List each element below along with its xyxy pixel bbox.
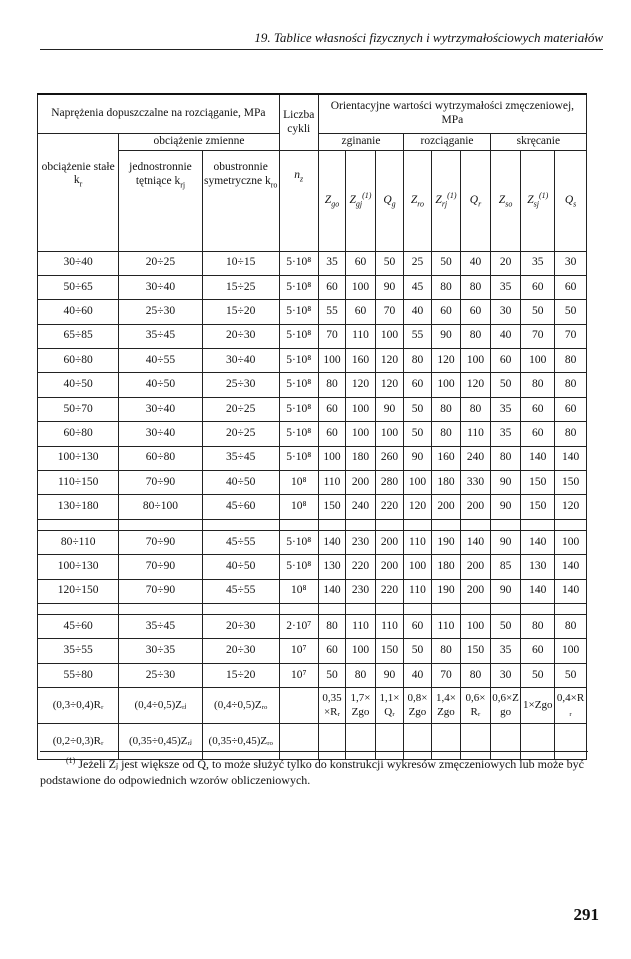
table-cell: 200 bbox=[461, 555, 491, 579]
table-cell: 80 bbox=[431, 422, 461, 446]
table-cell: 120 bbox=[431, 349, 461, 373]
table-cell: 50 bbox=[490, 373, 521, 397]
table-cell: 200 bbox=[431, 495, 461, 519]
table-cell: 200 bbox=[375, 555, 403, 579]
table-cell: 45÷60 bbox=[202, 495, 279, 519]
table-cell: 1,1×Qᵣ bbox=[375, 688, 403, 724]
table-cell: 90 bbox=[490, 471, 521, 495]
table-cell: 5·10⁸ bbox=[279, 446, 318, 470]
table-cell: 2·10⁷ bbox=[279, 614, 318, 638]
table-cell: 30÷40 bbox=[119, 275, 202, 299]
header-liczba-cykli: Liczba cykli bbox=[279, 94, 318, 151]
table-cell: 35 bbox=[490, 422, 521, 446]
table-cell: (0,4÷0,5)Zᵣₒ bbox=[202, 688, 279, 724]
header-zginanie: zginanie bbox=[318, 134, 403, 151]
table-cell: 120÷150 bbox=[38, 579, 119, 603]
table-cell: 45÷60 bbox=[38, 614, 119, 638]
table-cell: 200 bbox=[346, 471, 376, 495]
header-zsj: $Z_{sj}^{(1)}$ bbox=[521, 151, 555, 252]
table-cell: 140 bbox=[318, 579, 345, 603]
table-cell: 70÷90 bbox=[119, 555, 202, 579]
table-cell: 90 bbox=[490, 579, 521, 603]
table-cell: 150 bbox=[521, 471, 555, 495]
table-cell: 40 bbox=[461, 251, 491, 275]
table-cell: 140 bbox=[461, 530, 491, 554]
table-cell: 150 bbox=[461, 639, 491, 663]
table-cell: 110 bbox=[404, 579, 431, 603]
table-cell: 0,8×Zgo bbox=[404, 688, 431, 724]
table-cell: 200 bbox=[461, 579, 491, 603]
table-cell: 35÷55 bbox=[38, 639, 119, 663]
table-row bbox=[38, 349, 587, 373]
table-cell: 25÷30 bbox=[119, 300, 202, 324]
table-cell: 100 bbox=[431, 373, 461, 397]
table-cell: 30 bbox=[490, 300, 521, 324]
table-cell: 15÷25 bbox=[202, 275, 279, 299]
header-nz: $n_z$ bbox=[279, 151, 318, 252]
header-qs: $Q_s$ bbox=[555, 151, 587, 252]
table-cell: 100 bbox=[346, 639, 376, 663]
table-cell: 150 bbox=[521, 495, 555, 519]
table-cell: 20÷25 bbox=[119, 251, 202, 275]
table-cell: 5·10⁸ bbox=[279, 422, 318, 446]
table-cell: 80 bbox=[431, 397, 461, 421]
table-row bbox=[38, 639, 587, 663]
table-cell: 35÷45 bbox=[202, 446, 279, 470]
table-cell: 35 bbox=[490, 397, 521, 421]
table-cell: 100 bbox=[404, 555, 431, 579]
table-cell: 160 bbox=[431, 446, 461, 470]
table-cell: 280 bbox=[375, 471, 403, 495]
table-cell: 60 bbox=[461, 300, 491, 324]
table-cell: 60 bbox=[521, 422, 555, 446]
table-cell: 40÷50 bbox=[38, 373, 119, 397]
table-cell: 80 bbox=[555, 614, 587, 638]
table-cell: 80 bbox=[404, 349, 431, 373]
table-cell: 35 bbox=[490, 275, 521, 299]
table-cell: 80 bbox=[461, 324, 491, 348]
table-cell: 50 bbox=[404, 639, 431, 663]
footnote: $^{(1)}$ Jeżeli Zⱼ jest większe od Q, to może służyć tylko do konstrukcji wykresów zmęczeniowych lub może być podstawione do odpowiednich wzorów obliczeniowych. bbox=[40, 751, 588, 788]
table-cell: 55 bbox=[318, 300, 345, 324]
table-cell: 50 bbox=[490, 614, 521, 638]
table-row bbox=[38, 688, 587, 724]
table-cell: 120 bbox=[461, 373, 491, 397]
table-cell: 90 bbox=[404, 446, 431, 470]
table-cell: 90 bbox=[375, 397, 403, 421]
table-cell: 140 bbox=[555, 579, 587, 603]
table-cell: 230 bbox=[346, 579, 376, 603]
table-cell: 80 bbox=[490, 446, 521, 470]
table-cell: 45÷55 bbox=[202, 530, 279, 554]
table-cell: 110 bbox=[346, 324, 376, 348]
table-cell: 1×Zgo bbox=[521, 688, 555, 724]
table-cell: 70 bbox=[521, 324, 555, 348]
table-cell: 100 bbox=[318, 446, 345, 470]
table-cell: 100÷130 bbox=[38, 446, 119, 470]
table-cell: 100 bbox=[375, 422, 403, 446]
table-cell: 80 bbox=[318, 373, 345, 397]
table-cell: 0,4×Rᵣ bbox=[555, 688, 587, 724]
table-cell: 45÷55 bbox=[202, 579, 279, 603]
table-cell: 50 bbox=[521, 663, 555, 687]
table-cell: 150 bbox=[555, 471, 587, 495]
group-separator bbox=[38, 603, 587, 614]
table-cell: 110÷150 bbox=[38, 471, 119, 495]
table-cell: 15÷20 bbox=[202, 663, 279, 687]
table-cell: 30÷40 bbox=[119, 422, 202, 446]
table-cell: 80 bbox=[555, 349, 587, 373]
table-cell: 100 bbox=[346, 397, 376, 421]
table-cell: 110 bbox=[461, 422, 491, 446]
table-row bbox=[38, 495, 587, 519]
table-row bbox=[38, 530, 587, 554]
table-cell: 35 bbox=[490, 639, 521, 663]
table-row bbox=[38, 275, 587, 299]
table-cell: 100 bbox=[404, 471, 431, 495]
table-row bbox=[38, 300, 587, 324]
table-cell: 80 bbox=[318, 614, 345, 638]
table-cell: 60÷80 bbox=[119, 446, 202, 470]
table-cell: 45 bbox=[404, 275, 431, 299]
table-cell: 5·10⁸ bbox=[279, 300, 318, 324]
table-cell: 20 bbox=[490, 251, 521, 275]
table-cell: 100 bbox=[555, 530, 587, 554]
table-cell: 120 bbox=[346, 373, 376, 397]
table-cell: 140 bbox=[555, 446, 587, 470]
table-cell: 120 bbox=[404, 495, 431, 519]
group-separator bbox=[38, 519, 587, 530]
table-cell: 20÷30 bbox=[202, 324, 279, 348]
fatigue-strength-table bbox=[37, 93, 587, 760]
table-cell: 50÷65 bbox=[38, 275, 119, 299]
table-cell: 50 bbox=[521, 300, 555, 324]
table-cell: 60 bbox=[404, 614, 431, 638]
table-cell: 30÷40 bbox=[38, 251, 119, 275]
table-cell: 130 bbox=[521, 555, 555, 579]
table-cell: 100 bbox=[461, 349, 491, 373]
table-body bbox=[38, 251, 587, 760]
table-cell: 110 bbox=[431, 614, 461, 638]
table-cell: 80 bbox=[461, 275, 491, 299]
header-qr: $Q_r$ bbox=[461, 151, 491, 252]
table-row bbox=[38, 663, 587, 687]
table-cell: 30 bbox=[555, 251, 587, 275]
table-cell: 110 bbox=[375, 614, 403, 638]
table-cell: 100 bbox=[346, 275, 376, 299]
table-cell: 20÷25 bbox=[202, 422, 279, 446]
table-cell: 70÷90 bbox=[119, 471, 202, 495]
table-cell: 60 bbox=[521, 639, 555, 663]
table-cell: 200 bbox=[375, 530, 403, 554]
header-rozciaganie: rozciąganie bbox=[404, 134, 491, 151]
table-cell: 85 bbox=[490, 555, 521, 579]
header-obciazenie-zmienne: obciążenie zmienne bbox=[119, 134, 279, 151]
table-cell: 180 bbox=[346, 446, 376, 470]
table-cell: 60 bbox=[555, 397, 587, 421]
table-cell: 20÷30 bbox=[202, 614, 279, 638]
page-number: 291 bbox=[573, 905, 599, 924]
table-cell: 50 bbox=[555, 300, 587, 324]
table-cell: 35 bbox=[521, 251, 555, 275]
table-cell: 80 bbox=[461, 397, 491, 421]
table-cell: 40 bbox=[490, 324, 521, 348]
table-cell: 80 bbox=[555, 422, 587, 446]
table-cell: 50 bbox=[555, 663, 587, 687]
table-cell: 30÷40 bbox=[119, 397, 202, 421]
header-zso: $Z_{so}$ bbox=[490, 151, 521, 252]
table-cell: 50 bbox=[404, 397, 431, 421]
table-cell: 30÷35 bbox=[119, 639, 202, 663]
header-zgo: $Z_{go}$ bbox=[318, 151, 345, 252]
table-cell: (0,35÷0,45)Zᵣₒ bbox=[202, 724, 279, 760]
header-zgj: $Z_{gj}^{(1)}$ bbox=[346, 151, 376, 252]
table-cell: 140 bbox=[521, 530, 555, 554]
table-cell: 80 bbox=[431, 639, 461, 663]
table-row bbox=[38, 446, 587, 470]
table-cell: 30 bbox=[490, 663, 521, 687]
header-obustronnie-symetryczne: obustronnie symetryczne $k_{ro}$ bbox=[202, 151, 279, 252]
table-row bbox=[38, 614, 587, 638]
header-zro: $Z_{ro}$ bbox=[404, 151, 431, 252]
table-cell: 60 bbox=[318, 397, 345, 421]
table-row bbox=[38, 555, 587, 579]
table-cell: 240 bbox=[346, 495, 376, 519]
table-cell: 60 bbox=[318, 639, 345, 663]
table-cell: 55÷80 bbox=[38, 663, 119, 687]
table-row bbox=[38, 579, 587, 603]
table-cell: 60 bbox=[555, 275, 587, 299]
table-cell: 70 bbox=[555, 324, 587, 348]
table-cell: 40÷50 bbox=[119, 373, 202, 397]
table-cell: 110 bbox=[346, 614, 376, 638]
table-cell: 140 bbox=[318, 530, 345, 554]
table-cell: 60 bbox=[521, 275, 555, 299]
table-cell: 60 bbox=[490, 349, 521, 373]
header-orientacyjne: Orientacyjne wartości wytrzymałości zmęczeniowej, MPa bbox=[318, 94, 586, 134]
table-cell: 60 bbox=[431, 300, 461, 324]
table-cell: 230 bbox=[346, 530, 376, 554]
table-cell: 35 bbox=[318, 251, 345, 275]
table-cell: 60÷80 bbox=[38, 422, 119, 446]
table-cell: (0,4÷0,5)Zᵣⱼ bbox=[119, 688, 202, 724]
table-cell: 130 bbox=[318, 555, 345, 579]
table-cell: 100 bbox=[318, 349, 345, 373]
table-cell: 70 bbox=[431, 663, 461, 687]
table-cell: 220 bbox=[375, 579, 403, 603]
table-cell: 20÷30 bbox=[202, 639, 279, 663]
table-cell: 90 bbox=[490, 530, 521, 554]
table-cell: 10⁸ bbox=[279, 579, 318, 603]
table-cell: 80 bbox=[521, 373, 555, 397]
table-cell: 80 bbox=[461, 663, 491, 687]
table-cell: 10÷15 bbox=[202, 251, 279, 275]
table-cell: 120 bbox=[375, 373, 403, 397]
table-cell: 25÷30 bbox=[202, 373, 279, 397]
table-cell: 60 bbox=[318, 275, 345, 299]
table-cell: 25÷30 bbox=[119, 663, 202, 687]
table-cell: 1,7×Zgo bbox=[346, 688, 376, 724]
table-cell: 10⁸ bbox=[279, 495, 318, 519]
header-zrj: $Z_{rj}^{(1)}$ bbox=[431, 151, 461, 252]
header-skrecanie: skręcanie bbox=[490, 134, 586, 151]
table-row bbox=[38, 251, 587, 275]
table-cell: 15÷20 bbox=[202, 300, 279, 324]
table-cell: 130÷180 bbox=[38, 495, 119, 519]
table-cell: 0,6×Zgo bbox=[490, 688, 521, 724]
table-cell bbox=[279, 688, 318, 724]
table-cell: 200 bbox=[461, 495, 491, 519]
table-cell: 100 bbox=[555, 639, 587, 663]
table-cell: 20÷25 bbox=[202, 397, 279, 421]
table-cell: (0,3÷0,4)Rᵣ bbox=[38, 688, 119, 724]
table-cell: 90 bbox=[375, 663, 403, 687]
table-cell: 50 bbox=[318, 663, 345, 687]
table-cell: 40÷55 bbox=[119, 349, 202, 373]
table-cell: 140 bbox=[555, 555, 587, 579]
table-cell: 60 bbox=[318, 422, 345, 446]
table-cell: 35÷45 bbox=[119, 614, 202, 638]
table-cell: 140 bbox=[521, 446, 555, 470]
table-cell: 30÷40 bbox=[202, 349, 279, 373]
header-naprezenia: Naprężenia dopuszczalne na rozciąganie, MPa bbox=[38, 94, 280, 134]
table-cell: 40 bbox=[404, 300, 431, 324]
table-cell: 240 bbox=[461, 446, 491, 470]
table-cell: 70÷90 bbox=[119, 530, 202, 554]
table-cell: 160 bbox=[346, 349, 376, 373]
header-jednostronnie-tetniace: jednostronnie tętniące $k_{rj}$ bbox=[119, 151, 202, 252]
table-cell: 5·10⁸ bbox=[279, 530, 318, 554]
table-cell: 180 bbox=[431, 555, 461, 579]
table-cell: 40 bbox=[404, 663, 431, 687]
table-cell: 80 bbox=[346, 663, 376, 687]
table-cell: 100 bbox=[375, 324, 403, 348]
table-cell: 70 bbox=[318, 324, 345, 348]
table-cell: 65÷85 bbox=[38, 324, 119, 348]
table-cell: 80 bbox=[555, 373, 587, 397]
table-row bbox=[38, 471, 587, 495]
table-cell: 220 bbox=[375, 495, 403, 519]
table-cell: 50 bbox=[375, 251, 403, 275]
table-cell: 5·10⁸ bbox=[279, 349, 318, 373]
table-cell: 120 bbox=[375, 349, 403, 373]
table-cell: 330 bbox=[461, 471, 491, 495]
table-cell: 25 bbox=[404, 251, 431, 275]
header-qg: $Q_g$ bbox=[375, 151, 403, 252]
table-cell: 5·10⁸ bbox=[279, 373, 318, 397]
table-cell: 80÷110 bbox=[38, 530, 119, 554]
table-cell: (0,35÷0,45)Zᵣⱼ bbox=[119, 724, 202, 760]
table-cell: 150 bbox=[375, 639, 403, 663]
table-row bbox=[38, 373, 587, 397]
table-cell: 100 bbox=[346, 422, 376, 446]
table-cell: 10⁷ bbox=[279, 663, 318, 687]
table-cell: 50÷70 bbox=[38, 397, 119, 421]
table-cell: 5·10⁸ bbox=[279, 555, 318, 579]
table-cell: 40÷60 bbox=[38, 300, 119, 324]
table-cell: 120 bbox=[555, 495, 587, 519]
table-cell: 80 bbox=[431, 275, 461, 299]
table-cell: 1,4×Zgo bbox=[431, 688, 461, 724]
table-cell: 50 bbox=[404, 422, 431, 446]
table-cell: 60 bbox=[521, 397, 555, 421]
table-cell: 100÷130 bbox=[38, 555, 119, 579]
table-cell: 35÷45 bbox=[119, 324, 202, 348]
table-cell: 10⁷ bbox=[279, 639, 318, 663]
table-cell: 0,6×Rᵣ bbox=[461, 688, 491, 724]
table-cell: 90 bbox=[431, 324, 461, 348]
table-cell: 190 bbox=[431, 579, 461, 603]
table-cell: 40÷50 bbox=[202, 555, 279, 579]
table-cell: 10⁸ bbox=[279, 471, 318, 495]
table-cell: 70÷90 bbox=[119, 579, 202, 603]
table-cell: 110 bbox=[404, 530, 431, 554]
table-cell: 70 bbox=[375, 300, 403, 324]
table-row bbox=[38, 324, 587, 348]
table-cell: 5·10⁸ bbox=[279, 251, 318, 275]
table-cell: 90 bbox=[490, 495, 521, 519]
table-cell: (0,2÷0,3)Rᵣ bbox=[38, 724, 119, 760]
table-cell: 60 bbox=[404, 373, 431, 397]
table-cell: 5·10⁸ bbox=[279, 324, 318, 348]
table-cell: 80 bbox=[521, 614, 555, 638]
table-cell: 55 bbox=[404, 324, 431, 348]
table-cell: 60 bbox=[346, 300, 376, 324]
table-cell: 60÷80 bbox=[38, 349, 119, 373]
table-cell: 220 bbox=[346, 555, 376, 579]
table-cell: 5·10⁸ bbox=[279, 397, 318, 421]
table-cell: 100 bbox=[461, 614, 491, 638]
table-cell: 150 bbox=[318, 495, 345, 519]
table-cell: 110 bbox=[318, 471, 345, 495]
table-row bbox=[38, 397, 587, 421]
table-cell: 100 bbox=[521, 349, 555, 373]
table-cell: 90 bbox=[375, 275, 403, 299]
table-cell: 50 bbox=[431, 251, 461, 275]
table-cell: 260 bbox=[375, 446, 403, 470]
table-cell: 140 bbox=[521, 579, 555, 603]
table-cell: 40÷50 bbox=[202, 471, 279, 495]
table-cell: 80÷100 bbox=[119, 495, 202, 519]
page-header: 19. Tablice własności fizycznych i wytrzymałościowych materiałów bbox=[40, 30, 603, 50]
table-cell: 60 bbox=[346, 251, 376, 275]
table-cell: 0,35×Rᵣ bbox=[318, 688, 345, 724]
table-cell: 190 bbox=[431, 530, 461, 554]
table-row bbox=[38, 422, 587, 446]
table-cell: 180 bbox=[431, 471, 461, 495]
header-obciazenie-stale: obciążenie stałe $k_r$ bbox=[38, 151, 119, 252]
table-cell: 5·10⁸ bbox=[279, 275, 318, 299]
